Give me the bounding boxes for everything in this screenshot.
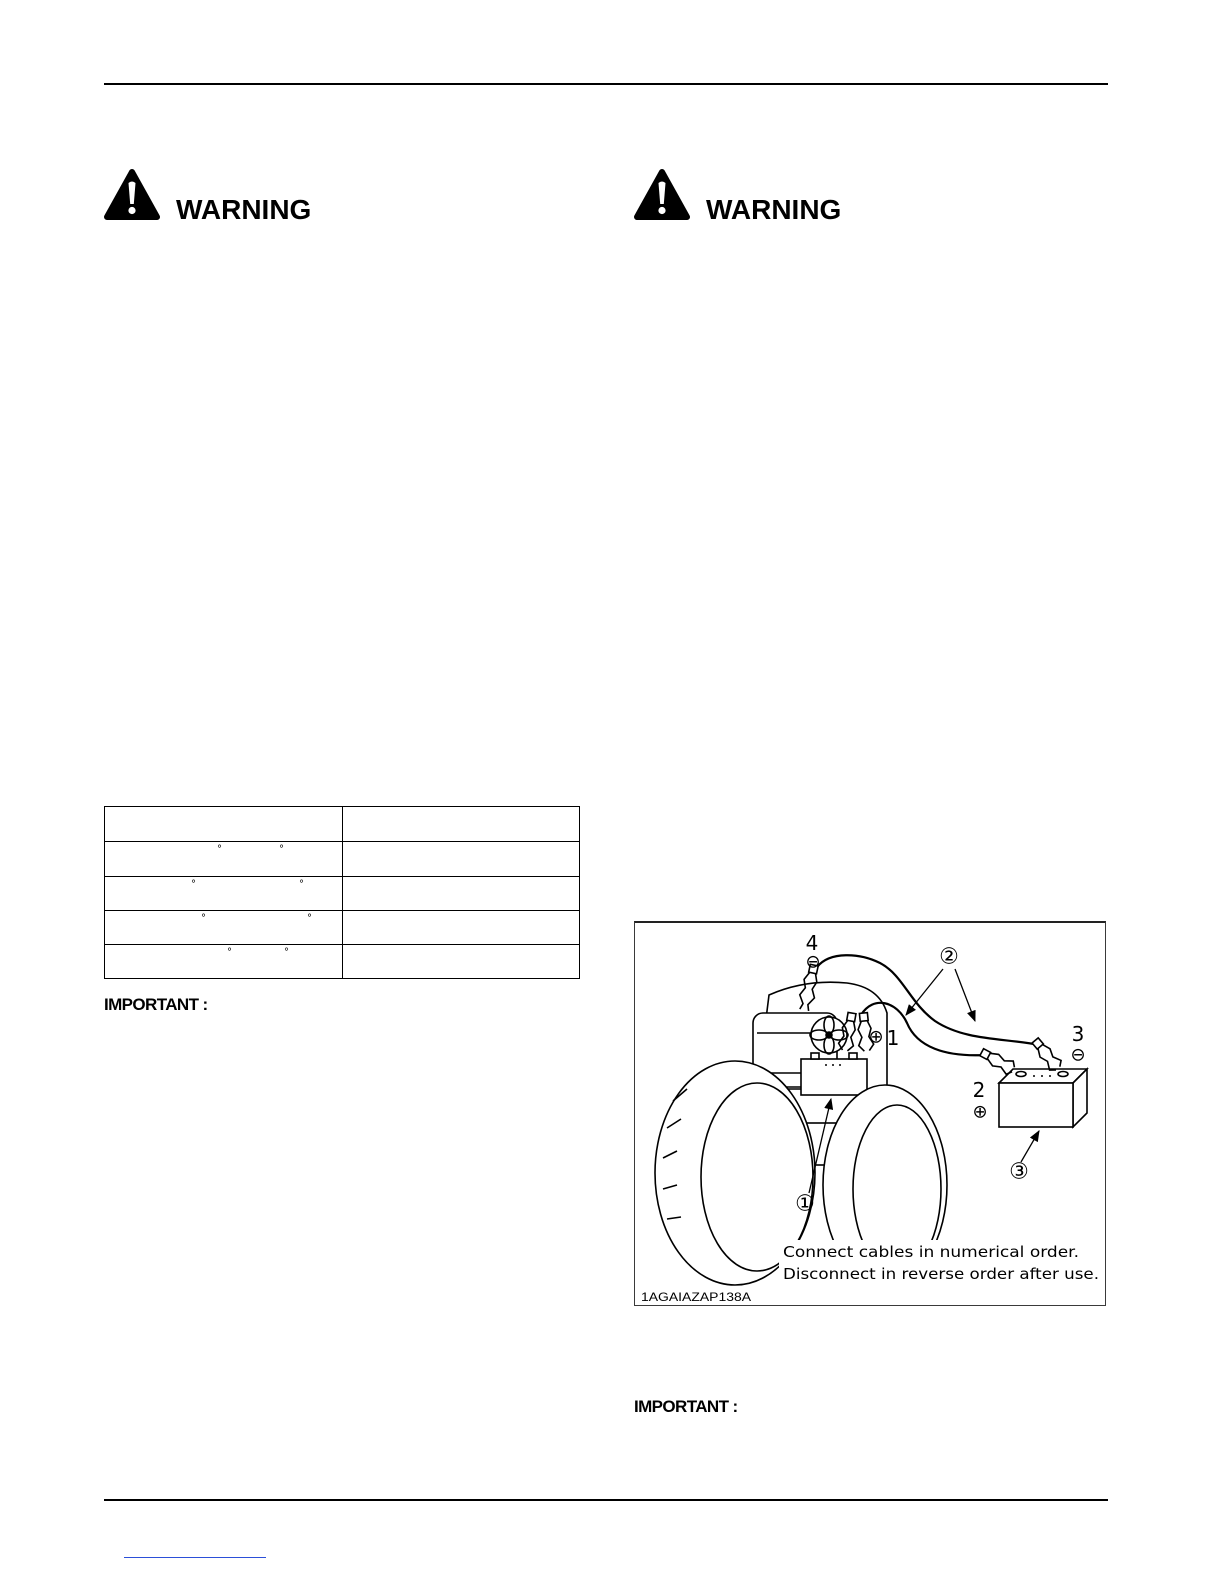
plus-terminal-icon: ⊕ — [972, 1101, 988, 1123]
table-column-divider — [342, 807, 343, 978]
specification-table — [104, 806, 580, 979]
warning-triangle-icon — [103, 168, 161, 222]
degree-mark: ° — [191, 879, 196, 890]
footer-rule — [104, 1499, 1108, 1501]
figure-code: 1AGAIAZAP138A — [641, 1290, 751, 1304]
degree-mark: ° — [217, 844, 222, 855]
minus-terminal-icon: ⊖ — [1070, 1044, 1086, 1066]
callout-booster-battery: ③ — [1009, 1159, 1029, 1185]
cable-leader-arrow — [906, 969, 943, 1015]
warning-heading-left: WARNING — [176, 194, 312, 225]
degree-mark: ° — [284, 947, 289, 958]
tractor-battery — [801, 1053, 867, 1095]
important-heading-left: IMPORTANT : — [104, 995, 208, 1014]
degree-mark: ° — [307, 913, 312, 924]
callout-cable: ② — [939, 944, 959, 970]
label-number-4: 4 — [805, 931, 819, 955]
minus-terminal-icon: ⊖ — [805, 951, 821, 973]
degree-mark: ° — [201, 913, 206, 924]
important-heading-right: IMPORTANT : — [634, 1397, 738, 1416]
jump-start-illustration — [635, 923, 1105, 1305]
degree-mark: ° — [227, 947, 232, 958]
degree-mark: ° — [299, 879, 304, 890]
label-number-1: 1 — [886, 1026, 900, 1050]
label-number-2: 2 — [972, 1078, 986, 1102]
clamp-icon — [978, 1046, 1017, 1076]
cable-leader-arrow — [955, 969, 975, 1021]
jump-start-figure — [634, 921, 1106, 1306]
callout-tractor-battery: ① — [795, 1191, 815, 1217]
label-number-3: 3 — [1071, 1022, 1085, 1046]
warning-heading-right: WARNING — [706, 194, 842, 225]
degree-mark: ° — [279, 844, 284, 855]
header-rule — [104, 83, 1108, 85]
warning-triangle-icon — [633, 168, 691, 222]
booster-battery-leader-arrow — [1021, 1131, 1039, 1162]
footer-link[interactable] — [124, 1557, 266, 1558]
figure-caption-line-2: Disconnect in reverse order after use. — [783, 1265, 1099, 1283]
plus-terminal-icon: ⊕ — [868, 1026, 884, 1048]
figure-caption-line-1: Connect cables in numerical order. — [783, 1243, 1079, 1261]
clamp-icon — [1029, 1036, 1064, 1073]
booster-battery — [999, 1069, 1087, 1127]
